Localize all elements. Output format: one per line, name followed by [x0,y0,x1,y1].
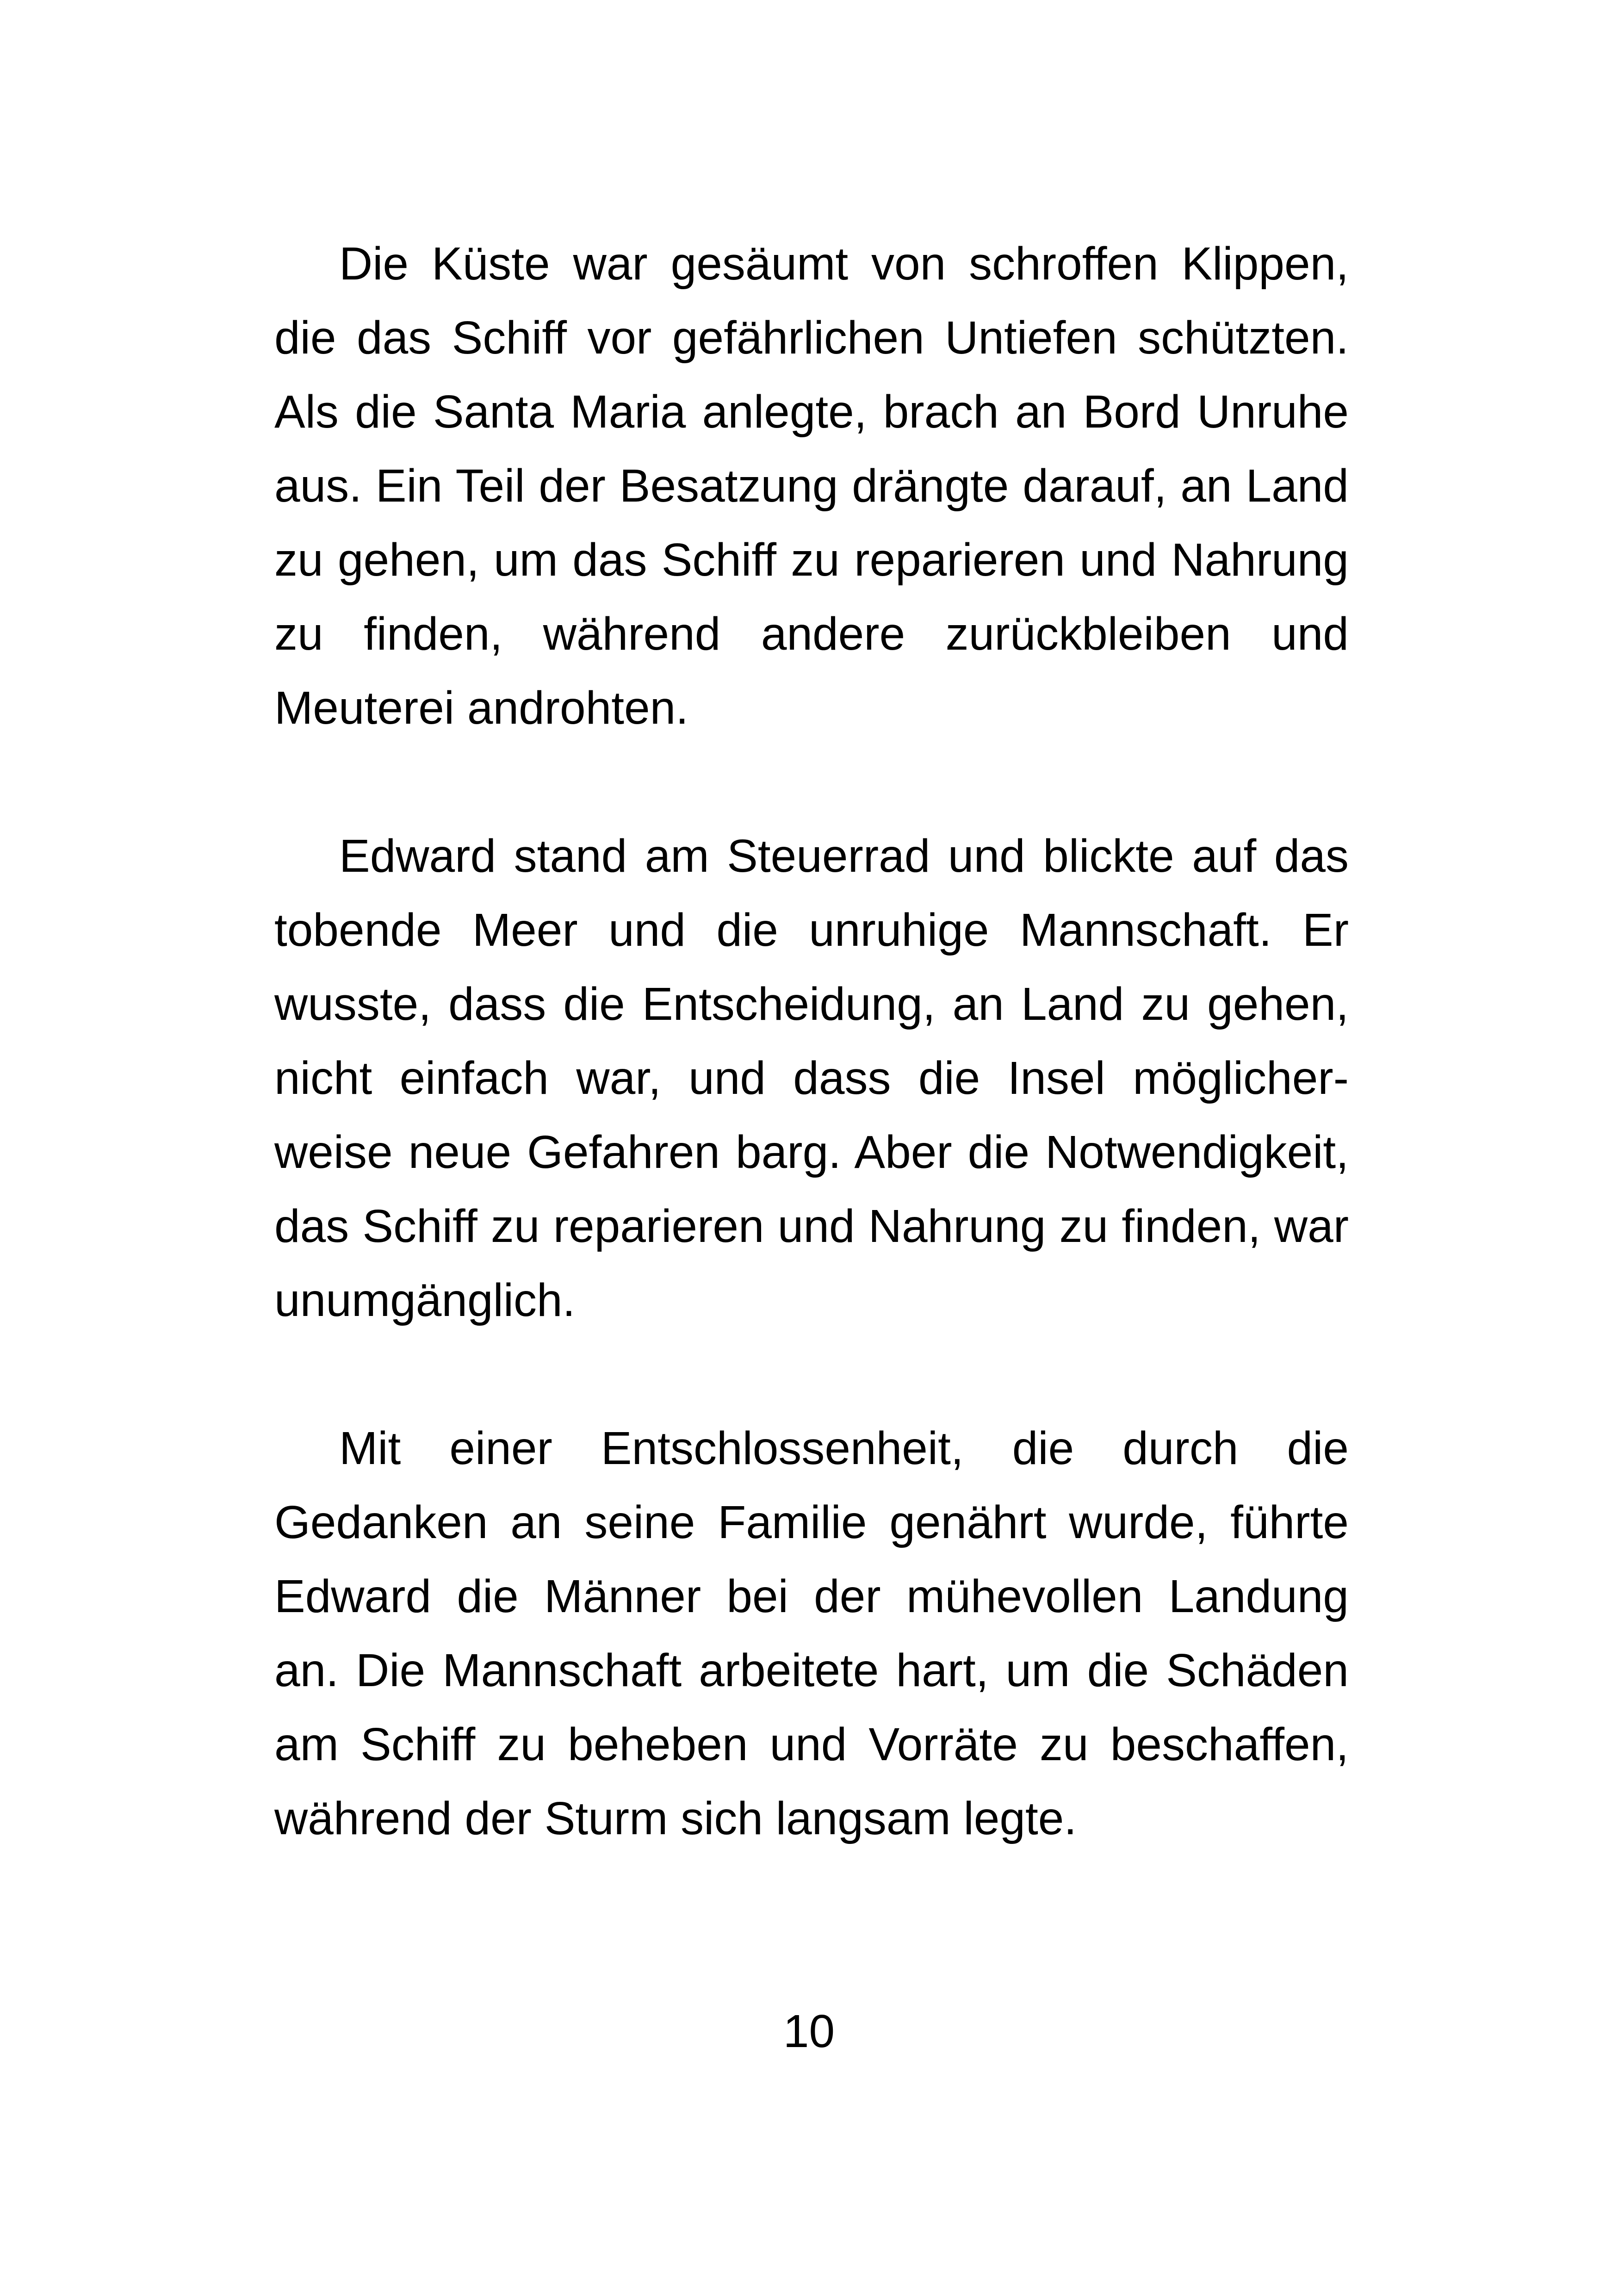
paragraph: Mit einer Entschlossenheit, die durch die Gedanken an seine Familie genährt wurde, führte Edward die Männer bei der mühevollen Landung an. Die Mannschaft arbeitete hart, um die Schäden am Schiff zu beheben und Vorräte zu beschaffen, während der Sturm sich langsam legte. [274,1422,1349,1844]
page-number: 10 [783,2005,835,2057]
body-text [274,227,1349,1930]
paragraph: Edward stand am Steuerrad und blickte auf das tobende Meer und die unruhige Mannschaft. Er wusste, dass die Entscheidung, an Land zu gehen, nicht einfach war, und dass die Insel möglicher-weise neue Gefahren barg. Aber die Notwendigkeit, das Schiff zu reparieren und Nahrung zu finden, war unumgänglich. [274,830,1349,1326]
paragraph: Die Küste war gesäumt von schroffen Klippen, die das Schiff vor gefährlichen Untiefen schützten. Als die Santa Maria anlegte, brach an Bord Unruhe aus. Ein Teil der Besatzung drängte darauf, an Land zu gehen, um das Schiff zu reparieren und Nahrung zu finden, während andere zurückbleiben und Meuterei androhten. [274,238,1349,734]
